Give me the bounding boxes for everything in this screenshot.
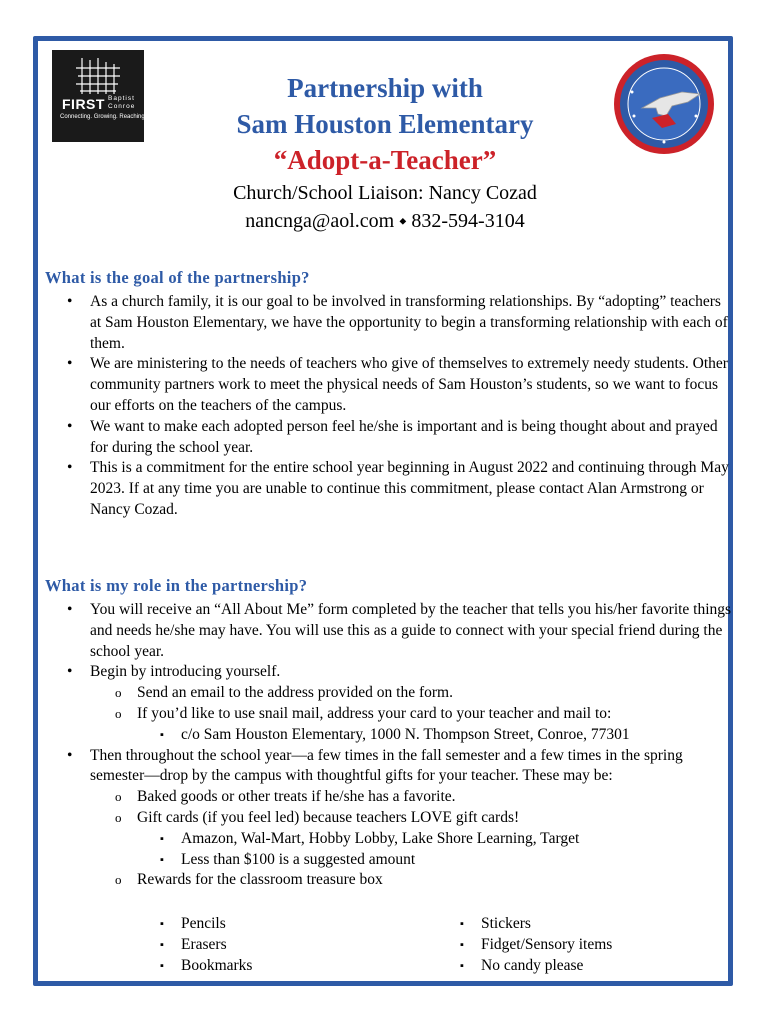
role-list <box>45 600 735 891</box>
reward-item: ▪ Fidget/Sensory items <box>445 935 612 956</box>
role-subitem: o Baked goods or other treats if he/she has a favorite. <box>45 787 735 808</box>
liaison-line: Church/School Liaison: Nancy Cozad <box>233 182 537 204</box>
role-subitem: o Send an email to the address provided on the form. <box>45 683 735 704</box>
logo-baptist-conroe <box>108 95 135 111</box>
role-gift-card-amount: ▪ Less than $100 is a suggested amount <box>45 850 735 871</box>
role-subitem: o If you’d like to use snail mail, address your card to your teacher and mail to: <box>45 704 735 725</box>
role-heading: What is my role in the partnership? <box>45 576 308 595</box>
role-item: • Begin by introducing yourself. <box>45 662 735 683</box>
reward-item: ▪ Erasers <box>45 935 252 956</box>
logo-conroe-text: Conroe <box>108 103 136 110</box>
logo-baptist-text: Baptist <box>108 95 135 102</box>
reward-item: ▪ Bookmarks <box>45 956 252 977</box>
goal-item: • We want to make each adopted person feel he/she is important and is being thought about and prayed for during the school year. <box>45 417 735 459</box>
role-gift-card-stores: ▪ Amazon, Wal-Mart, Hobby Lobby, Lake Shore Learning, Target <box>45 829 735 850</box>
goal-item: • We are ministering to the needs of teachers who give of themselves to extremely needy students. Other community partners work to meet the physical needs of Sam Houston’s students, so we want to focus our efforts on the teachers of the campus. <box>45 354 735 416</box>
sam-houston-seal-logo <box>612 52 716 156</box>
goal-item: • As a church family, it is our goal to be involved in transforming relationships. By “adopting” teachers at Sam Houston Elementary, we have the opportunity to begin a transforming relationship with each of them. <box>45 292 735 354</box>
reward-item: ▪ Pencils <box>45 914 252 935</box>
reward-item: ▪ No candy please <box>445 956 612 977</box>
goal-item: • This is a commitment for the entire school year beginning in August 2022 and continuing through May 2023. If at any time you are unable to continue this commitment, please contact Alan Armstrong or Nancy Cozad. <box>45 458 735 520</box>
role-subitem: o Gift cards (if you feel led) because teachers LOVE gift cards! <box>45 808 735 829</box>
contact-line[interactable]: nancnga@aol.com ⬩ 832-594-3104 <box>245 210 525 232</box>
role-item: • Then throughout the school year—a few times in the fall semester and a few times in the spring semester—drop by the campus with thoughtful gifts for your teacher. These may be: <box>45 746 735 788</box>
rewards-column-right <box>445 914 612 976</box>
title-line-1: Partnership with <box>287 73 483 103</box>
title-adopt-a-teacher: “Adopt-a-Teacher” <box>273 145 497 175</box>
first-baptist-logo <box>52 50 147 142</box>
logo-first-text: FIRST <box>62 96 105 112</box>
header <box>160 70 610 234</box>
goal-list <box>45 292 735 521</box>
rewards-column-left <box>45 914 252 976</box>
reward-item: ▪ Stickers <box>445 914 612 935</box>
logo-tagline: Connecting. Growing. Reaching. <box>60 114 147 120</box>
grid-icon <box>76 58 120 94</box>
title-line-2: Sam Houston Elementary <box>236 109 534 139</box>
role-item: • You will receive an “All About Me” form completed by the teacher that tells you his/her favorite things and needs he/she may have. You will use this as a guide to connect with your special friend during the school year. <box>45 600 735 662</box>
goal-heading: What is the goal of the partnership? <box>45 268 310 287</box>
role-address: ▪ c/o Sam Houston Elementary, 1000 N. Thompson Street, Conroe, 77301 <box>45 725 735 746</box>
role-subitem: o Rewards for the classroom treasure box <box>45 870 735 891</box>
